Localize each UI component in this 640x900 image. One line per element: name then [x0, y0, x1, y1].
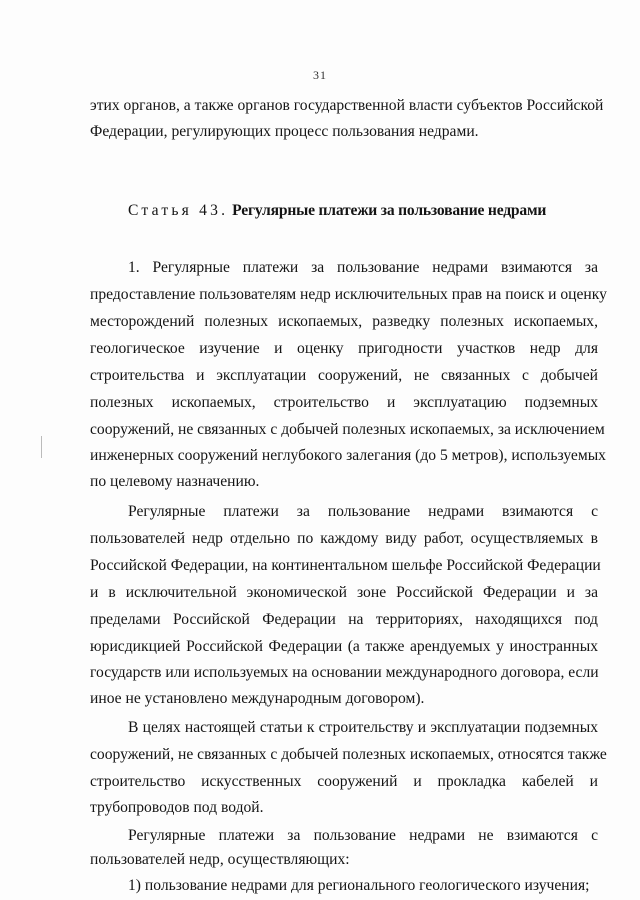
paragraph-line: месторождений полезных ископаемых, разведку полезных ископаемых, [90, 313, 598, 330]
paragraph-line: государств или используемых на основании международного договора, если [90, 664, 599, 681]
paragraph-line: сооружений, не связанных с добычей полезных ископаемых, относятся также [90, 746, 607, 763]
scan-margin-mark [41, 436, 42, 458]
paragraph-line: трубопроводов под водой. [90, 799, 264, 816]
paragraph-line: полезных ископаемых, строительство и эксплуатацию подземных [90, 394, 598, 411]
paragraph-line: и в исключительной экономической зоне Российской Федерации и за [90, 584, 598, 601]
paragraph-line: Регулярные платежи за пользование недрами взимаются с [128, 503, 598, 520]
paragraph-line: пределами Российской Федерации на территориях, находящихся под [90, 611, 598, 628]
paragraph-line: инженерных сооружений неглубокого залегания (до 5 метров), используемых [90, 447, 606, 464]
paragraph-line: сооружений, не связанных с добычей полезных ископаемых, за исключением [90, 421, 605, 438]
page-number: 31 [313, 68, 327, 82]
paragraph-line: Регулярные платежи за пользование недрами не взимаются с [128, 827, 598, 844]
paragraph-line: Российской Федерации, на континентальном шельфе Российской Федерации [90, 557, 601, 574]
paragraph-line: предоставление пользователям недр исключительных прав на поиск и оценку [90, 286, 607, 303]
article-label: Статья 43. [128, 202, 229, 219]
paragraph-line: 1. Регулярные платежи за пользование недрами взимаются за [128, 259, 598, 276]
paragraph-line: В целях настоящей статьи к строительству и эксплуатации подземных [128, 719, 598, 736]
paragraph-line: по целевому назначению. [90, 473, 260, 490]
paragraph-line: пользователей недр, осуществляющих: [90, 851, 350, 868]
paragraph-line: юрисдикцией Российской Федерации (а также арендуемых у иностранных [90, 638, 598, 655]
paragraph-line: геологическое изучение и оценку пригодности участков недр для [90, 340, 598, 357]
article-title: Регулярные платежи за пользование недрами [232, 202, 547, 219]
paragraph-line: строительства и эксплуатации сооружений, не связанных с добычей [90, 367, 598, 384]
intro-line: Федерации, регулирующих процесс пользования недрами. [90, 123, 479, 140]
paragraph-line: пользователей недр отдельно по каждому виду работ, осуществляемых в [90, 530, 598, 547]
intro-line: этих органов, а также органов государственной власти субъектов Российской [90, 97, 604, 114]
list-item: 1) пользование недрами для регионального геологического изучения; [128, 877, 590, 894]
paragraph-line: строительство искусственных сооружений и прокладка кабелей и [90, 773, 598, 790]
paragraph-line: иное не установлено международным договором). [90, 690, 425, 707]
article-heading [128, 202, 546, 220]
